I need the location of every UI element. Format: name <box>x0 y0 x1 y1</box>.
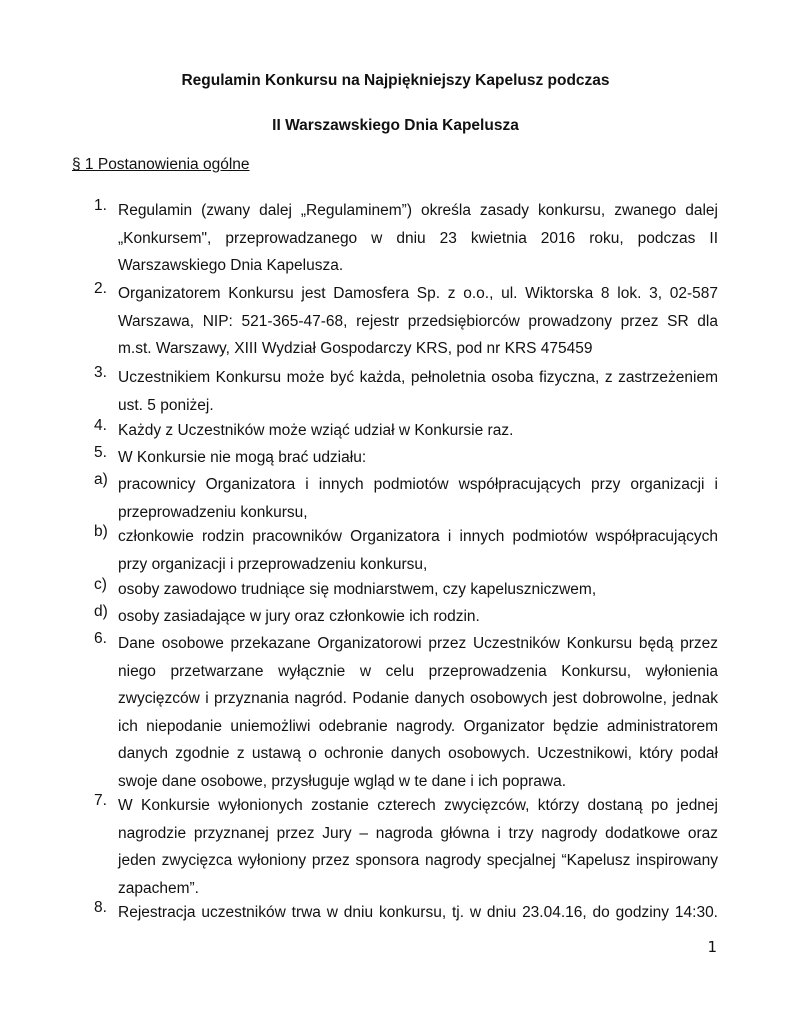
list-marker: 3. <box>94 364 107 381</box>
list-item-line: jeden zwycięzca wyłoniony przez sponsora nagrody specjalnej “Kapelusz inspirowany <box>118 852 718 869</box>
list-item-line: Uczestnikiem Konkursu może być każda, pełnoletnia osoba fizyczna, z zastrzeżeniem <box>118 369 718 386</box>
sub-list-item-a <box>94 471 718 526</box>
list-item-line: W Konkursie wyłonionych zostanie czterech zwycięzców, którzy dostaną po jednej <box>118 797 718 814</box>
list-item-line: Każdy z Uczestników może wziąć udział w Konkursie raz. <box>118 422 514 439</box>
list-item-line: Regulamin (zwany dalej „Regulaminem”) określa zasady konkursu, zwanego dalej <box>118 202 718 219</box>
list-item-line: członkowie rodzin pracowników Organizatora i innych podmiotów współpracujących <box>118 528 718 545</box>
list-item-line: Organizatorem Konkursu jest Damosfera Sp. z o.o., ul. Wiktorska 8 lok. 3, 02-587 <box>118 285 718 302</box>
list-item-7 <box>94 792 718 902</box>
list-item-line: przy organizacji i przeprowadzeniu konkursu, <box>118 555 428 573</box>
list-item-line: zwycięzców i przyznania nagród. Podanie danych osobowych jest dobrowolne, jednak <box>118 690 718 707</box>
list-item-line: Warszawa, NIP: 521-365-47-68, rejestr przedsiębiorców prowadzony przez SR dla <box>118 312 718 330</box>
document-title-line-1: Regulamin Konkursu na Najpiękniejszy Kapelusz podczas <box>181 72 610 89</box>
list-item-line: ich niepodanie uniemożliwi odebranie nagrody. Organizator będzie administratorem <box>118 717 718 735</box>
list-marker: 1. <box>94 197 107 214</box>
sub-list-item-b <box>94 523 718 578</box>
list-item-line: Warszawskiego Dnia Kapelusza. <box>118 257 344 274</box>
list-item-line: zapachem”. <box>118 879 199 897</box>
list-item-line: Dane osobowe przekazane Organizatorowi przez Uczestników Konkursu będą przez <box>118 635 718 652</box>
list-item-line: swoje dane osobowe, przysługuje wgląd w te dane i ich poprawa. <box>118 772 567 790</box>
list-item-line: pracownicy Organizatora i innych podmiotów współpracujących przy organizacji i <box>118 476 718 493</box>
list-item-4 <box>94 417 718 445</box>
list-item-2 <box>94 280 718 363</box>
list-item-8 <box>94 899 718 927</box>
list-item-6 <box>94 630 718 795</box>
list-item-line: W Konkursie nie mogą brać udziału: <box>118 449 367 466</box>
list-marker: 4. <box>94 417 107 434</box>
sub-list-item-c <box>94 576 718 604</box>
list-marker: a) <box>94 471 108 488</box>
list-item-5 <box>94 444 718 472</box>
list-marker: 6. <box>94 630 107 647</box>
list-item-line: osoby zasiadające w jury oraz członkowie ich rodzin. <box>118 608 480 625</box>
list-marker: c) <box>94 576 107 593</box>
list-marker: 8. <box>94 899 107 916</box>
list-item-line: osoby zawodowo trudniące się modniarstwem, czy kapeluszniczwem, <box>118 581 597 598</box>
page-number: 1 <box>707 938 717 956</box>
sub-list-item-d <box>94 603 718 631</box>
list-item-line: niego przetwarzane wyłącznie w celu przeprowadzenia Konkursu, wyłonienia <box>118 662 718 680</box>
list-marker: 5. <box>94 444 107 461</box>
list-item-3 <box>94 364 718 419</box>
list-item-line: przeprowadzeniu konkursu, <box>118 503 308 521</box>
section-heading: § 1 Postanowienia ogólne <box>72 156 250 173</box>
document-title-line-2: II Warszawskiego Dnia Kapelusza <box>272 117 519 134</box>
list-marker: d) <box>94 603 108 620</box>
list-item-line: ust. 5 poniżej. <box>118 396 214 414</box>
list-item-line: Rejestracja uczestników trwa w dniu konkursu, tj. w dniu 23.04.16, do godziny 14:30. <box>118 904 718 921</box>
list-marker: 2. <box>94 280 107 297</box>
list-item-line: danych zgodnie z ustawą o ochronie danych osobowych. Uczestnikowi, który podał <box>118 745 718 762</box>
list-item-line: m.st. Warszawy, XIII Wydział Gospodarczy KRS, pod nr KRS 475459 <box>118 340 593 357</box>
list-item-1 <box>94 197 718 280</box>
list-item-line: nagrodzie przyznanej przez Jury – nagroda główna i trzy nagrody dodatkowe oraz <box>118 824 718 842</box>
list-item-line: „Konkursem", przeprowadzanego w dniu 23 kwietnia 2016 roku, podczas II <box>118 229 718 247</box>
list-marker: 7. <box>94 792 107 809</box>
list-marker: b) <box>94 523 108 540</box>
